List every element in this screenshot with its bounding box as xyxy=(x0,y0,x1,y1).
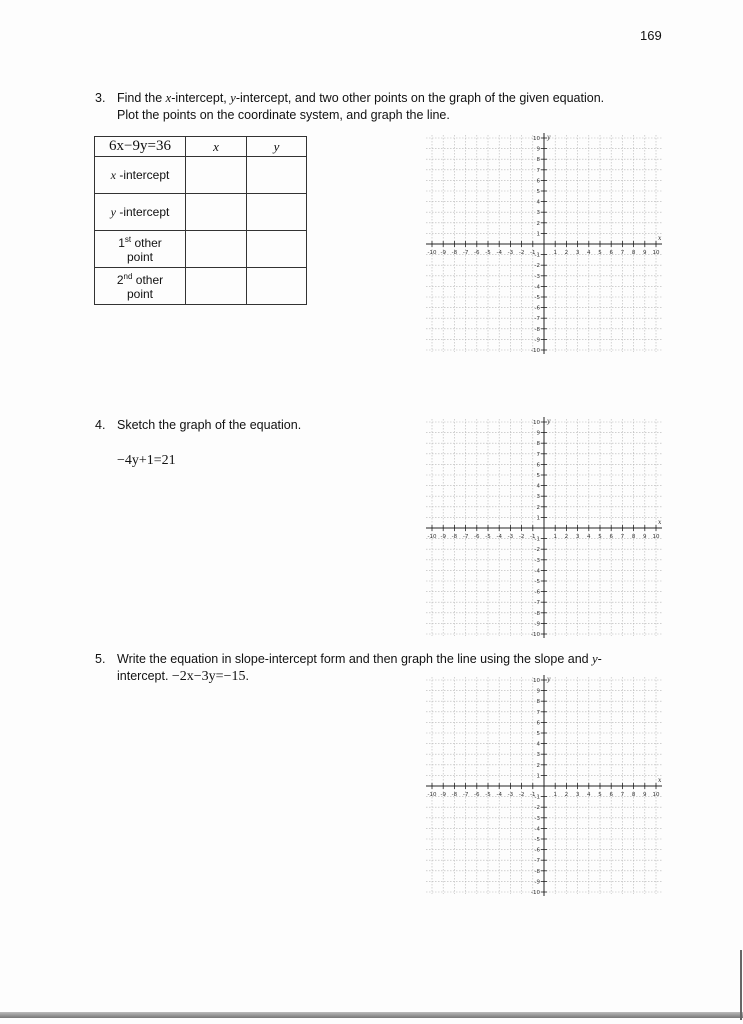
problem-5-text: - xyxy=(597,652,602,666)
y-tick-label: 3 xyxy=(536,494,540,501)
x-tick-label: -5 xyxy=(485,250,491,256)
x-tick-label: 4 xyxy=(587,250,591,256)
problem-3-line-2: Plot the points on the coordinate system, and graph the line. xyxy=(117,108,450,122)
x-tick-label: 2 xyxy=(564,534,569,540)
x-tick-label: 10 xyxy=(652,792,660,798)
x-tick-label: -7 xyxy=(462,792,469,798)
y-tick-label: 7 xyxy=(536,167,540,174)
y-tick-label: -10 xyxy=(531,632,540,638)
y-tick-label: -7 xyxy=(534,858,540,865)
y-tick-label: -6 xyxy=(534,589,540,596)
x-tick-label: 8 xyxy=(631,792,636,798)
x-tick-label: -8 xyxy=(451,250,458,256)
y-tick-label: -1 xyxy=(534,252,540,259)
x-axis-label: x xyxy=(658,519,662,526)
x-tick-label: -10 xyxy=(427,792,437,798)
problem-3-text: Find the xyxy=(117,91,166,105)
y-tick-label: 3 xyxy=(536,752,540,759)
y-tick-label: -1 xyxy=(534,536,540,543)
problem-4-equation: −4y+1=21 xyxy=(117,453,176,468)
x-tick-label: -8 xyxy=(451,792,458,798)
ordinal-suffix: nd xyxy=(123,271,133,281)
y-tick-label: 5 xyxy=(536,731,540,737)
y-tick-label: -4 xyxy=(534,284,540,291)
x-tick-label: -4 xyxy=(496,250,502,256)
x-tick-label: -5 xyxy=(485,792,491,798)
x-tick-label: -1 xyxy=(530,250,536,256)
x-tick-label: -7 xyxy=(462,250,469,256)
y-tick-label: 2 xyxy=(536,220,540,227)
y-tick-label: -9 xyxy=(534,621,540,628)
label-text: other xyxy=(131,235,162,250)
y-tick-label: -3 xyxy=(534,815,540,822)
x-tick-label: 10 xyxy=(652,534,660,540)
y-tick-label: 6 xyxy=(536,178,540,185)
y-tick-label: -2 xyxy=(534,263,540,270)
problem-4-prompt xyxy=(95,417,301,434)
var-x: x xyxy=(110,167,116,182)
x-tick-label: -6 xyxy=(474,250,480,256)
y-tick-label: 7 xyxy=(536,451,540,458)
x-tick-label: 1 xyxy=(553,250,557,256)
label-text: -intercept xyxy=(115,167,170,182)
y-tick-label: 1 xyxy=(536,231,540,238)
y-tick-label: -9 xyxy=(534,879,540,886)
problem-5-text: Write the equation in slope-intercept form and then graph the line using the slope and xyxy=(117,652,593,666)
table-equation: 6x−9y=36 xyxy=(95,137,186,157)
x-tick-label: 5 xyxy=(598,534,602,540)
y-intercept-x-cell[interactable] xyxy=(186,194,247,231)
y-tick-label: 6 xyxy=(536,720,540,727)
second-point-x-cell[interactable] xyxy=(186,268,247,305)
coordinate-grid-3[interactable] xyxy=(424,673,664,898)
x-tick-label: 4 xyxy=(587,792,591,798)
y-tick-label: -7 xyxy=(534,316,540,323)
y-tick-label: -2 xyxy=(534,547,540,554)
page-right-edge xyxy=(740,950,742,1020)
y-tick-label: -7 xyxy=(534,600,540,607)
y-tick-label: -3 xyxy=(534,557,540,564)
x-tick-label: 5 xyxy=(598,250,602,256)
y-tick-label: 9 xyxy=(536,146,540,153)
y-tick-label: 4 xyxy=(536,483,540,490)
x-tick-label: 3 xyxy=(575,250,580,256)
y-tick-label: 8 xyxy=(536,157,540,164)
y-tick-label: 2 xyxy=(536,762,540,769)
ordinal-suffix: st xyxy=(124,234,132,244)
y-tick-label: -8 xyxy=(534,610,540,617)
y-tick-label: -2 xyxy=(534,805,540,812)
y-tick-label: 10 xyxy=(533,136,540,142)
x-tick-label: 7 xyxy=(620,792,625,798)
y-tick-label: -6 xyxy=(534,847,540,854)
x-tick-label: -1 xyxy=(530,792,536,798)
x-tick-label: 6 xyxy=(609,534,613,540)
problem-4-text: Sketch the graph of the equation. xyxy=(117,418,302,432)
x-tick-label: 9 xyxy=(643,534,647,540)
var-y: y xyxy=(110,204,116,219)
y-tick-label: -6 xyxy=(534,305,540,312)
problem-3-number: 3. xyxy=(95,91,106,105)
y-tick-label: -10 xyxy=(531,890,540,896)
coordinate-grid-1[interactable] xyxy=(424,131,664,356)
points-table xyxy=(94,136,307,305)
x-tick-label: -9 xyxy=(440,792,446,798)
x-intercept-y-cell[interactable] xyxy=(247,157,307,194)
y-axis-label: y xyxy=(547,418,551,425)
x-axis-label: x xyxy=(658,777,662,784)
y-axis-label: y xyxy=(547,676,551,683)
y-tick-label: -5 xyxy=(534,295,540,301)
x-tick-label: 8 xyxy=(631,534,636,540)
y-tick-label: 4 xyxy=(536,741,540,748)
y-tick-label: -4 xyxy=(534,826,540,833)
x-tick-label: -4 xyxy=(496,792,502,798)
x-tick-label: -2 xyxy=(518,250,525,256)
x-tick-label: -9 xyxy=(440,250,446,256)
x-tick-label: 9 xyxy=(643,250,647,256)
x-tick-label: 1 xyxy=(553,792,557,798)
row-label-y-intercept xyxy=(95,194,186,231)
x-tick-label: 10 xyxy=(652,250,660,256)
x-tick-label: -5 xyxy=(485,534,491,540)
x-tick-label: -7 xyxy=(462,534,469,540)
problem-5-equation: −2x−3y=−15 xyxy=(171,669,246,684)
problem-3-text: -intercept, and two other points on the graph of the given equation. xyxy=(235,91,605,105)
var-y: y xyxy=(592,652,598,666)
y-tick-label: -8 xyxy=(534,326,540,333)
first-point-x-cell[interactable] xyxy=(186,231,247,268)
first-point-y-cell[interactable] xyxy=(247,231,307,268)
x-tick-label: 7 xyxy=(620,250,625,256)
table-header-y: y xyxy=(247,137,307,157)
x-tick-label: -10 xyxy=(427,534,437,540)
var-y: y xyxy=(230,91,236,105)
y-tick-label: -5 xyxy=(534,837,540,843)
label-text: other xyxy=(132,272,164,287)
y-tick-label: 2 xyxy=(536,504,540,511)
y-tick-label: -9 xyxy=(534,337,540,344)
x-tick-label: 8 xyxy=(631,250,636,256)
problem-3-prompt xyxy=(95,90,604,124)
page-number: 169 xyxy=(640,28,662,43)
y-tick-label: 10 xyxy=(533,420,540,426)
second-point-y-cell[interactable] xyxy=(247,268,307,305)
x-tick-label: 9 xyxy=(643,792,647,798)
x-tick-label: 7 xyxy=(620,534,625,540)
y-tick-label: 9 xyxy=(536,688,540,695)
label-text: 1 xyxy=(118,235,125,250)
page-bottom-edge xyxy=(0,1012,743,1018)
label-text: 2 xyxy=(116,272,124,287)
x-tick-label: 2 xyxy=(564,250,569,256)
x-tick-label: 3 xyxy=(575,534,580,540)
y-tick-label: 3 xyxy=(536,210,540,217)
x-tick-label: 6 xyxy=(609,250,613,256)
problem-5-text: intercept. xyxy=(117,669,172,683)
row-label-first-other-point xyxy=(95,231,186,268)
y-tick-label: 9 xyxy=(536,430,540,437)
x-intercept-x-cell[interactable] xyxy=(186,157,247,194)
label-text: point xyxy=(126,249,154,264)
coordinate-grid-2[interactable] xyxy=(424,415,664,640)
y-tick-label: 7 xyxy=(536,709,540,716)
y-tick-label: 4 xyxy=(536,199,540,206)
label-text: point xyxy=(126,286,154,301)
x-axis-label: x xyxy=(658,235,662,242)
problem-5-number: 5. xyxy=(95,652,106,666)
x-tick-label: 6 xyxy=(609,792,613,798)
x-tick-label: -3 xyxy=(507,534,514,540)
x-tick-label: -2 xyxy=(518,534,525,540)
x-tick-label: 1 xyxy=(553,534,557,540)
row-label-x-intercept xyxy=(95,157,186,194)
problem-5-text: . xyxy=(245,669,249,683)
x-tick-label: -6 xyxy=(474,534,480,540)
y-axis-label: y xyxy=(547,134,551,141)
y-intercept-y-cell[interactable] xyxy=(247,194,307,231)
y-tick-label: 5 xyxy=(536,473,540,479)
y-tick-label: -5 xyxy=(534,579,540,585)
row-label-second-other-point xyxy=(95,268,186,305)
x-tick-label: 3 xyxy=(575,792,580,798)
table-header-x: x xyxy=(186,137,247,157)
y-tick-label: 10 xyxy=(533,678,540,684)
y-tick-label: 8 xyxy=(536,441,540,448)
problem-4-number: 4. xyxy=(95,418,106,432)
label-text: -intercept xyxy=(115,204,170,219)
y-tick-label: -8 xyxy=(534,868,540,875)
x-tick-label: 2 xyxy=(564,792,569,798)
y-tick-label: 5 xyxy=(536,189,540,195)
y-tick-label: 8 xyxy=(536,699,540,706)
x-tick-label: -8 xyxy=(451,534,458,540)
x-tick-label: -3 xyxy=(507,250,514,256)
x-tick-label: -6 xyxy=(474,792,480,798)
y-tick-label: -10 xyxy=(531,348,540,354)
var-x: x xyxy=(165,91,172,105)
x-tick-label: -3 xyxy=(507,792,514,798)
y-tick-label: 6 xyxy=(536,462,540,469)
problem-3-text: -intercept, xyxy=(171,91,231,105)
x-tick-label: 5 xyxy=(598,792,602,798)
x-tick-label: -9 xyxy=(440,534,446,540)
y-tick-label: -3 xyxy=(534,273,540,280)
x-tick-label: -10 xyxy=(427,250,437,256)
y-tick-label: 1 xyxy=(536,515,540,522)
x-tick-label: -4 xyxy=(496,534,502,540)
y-tick-label: 1 xyxy=(536,773,540,780)
x-tick-label: -2 xyxy=(518,792,525,798)
y-tick-label: -1 xyxy=(534,794,540,801)
x-tick-label: -1 xyxy=(530,534,536,540)
x-tick-label: 4 xyxy=(587,534,591,540)
y-tick-label: -4 xyxy=(534,568,540,575)
